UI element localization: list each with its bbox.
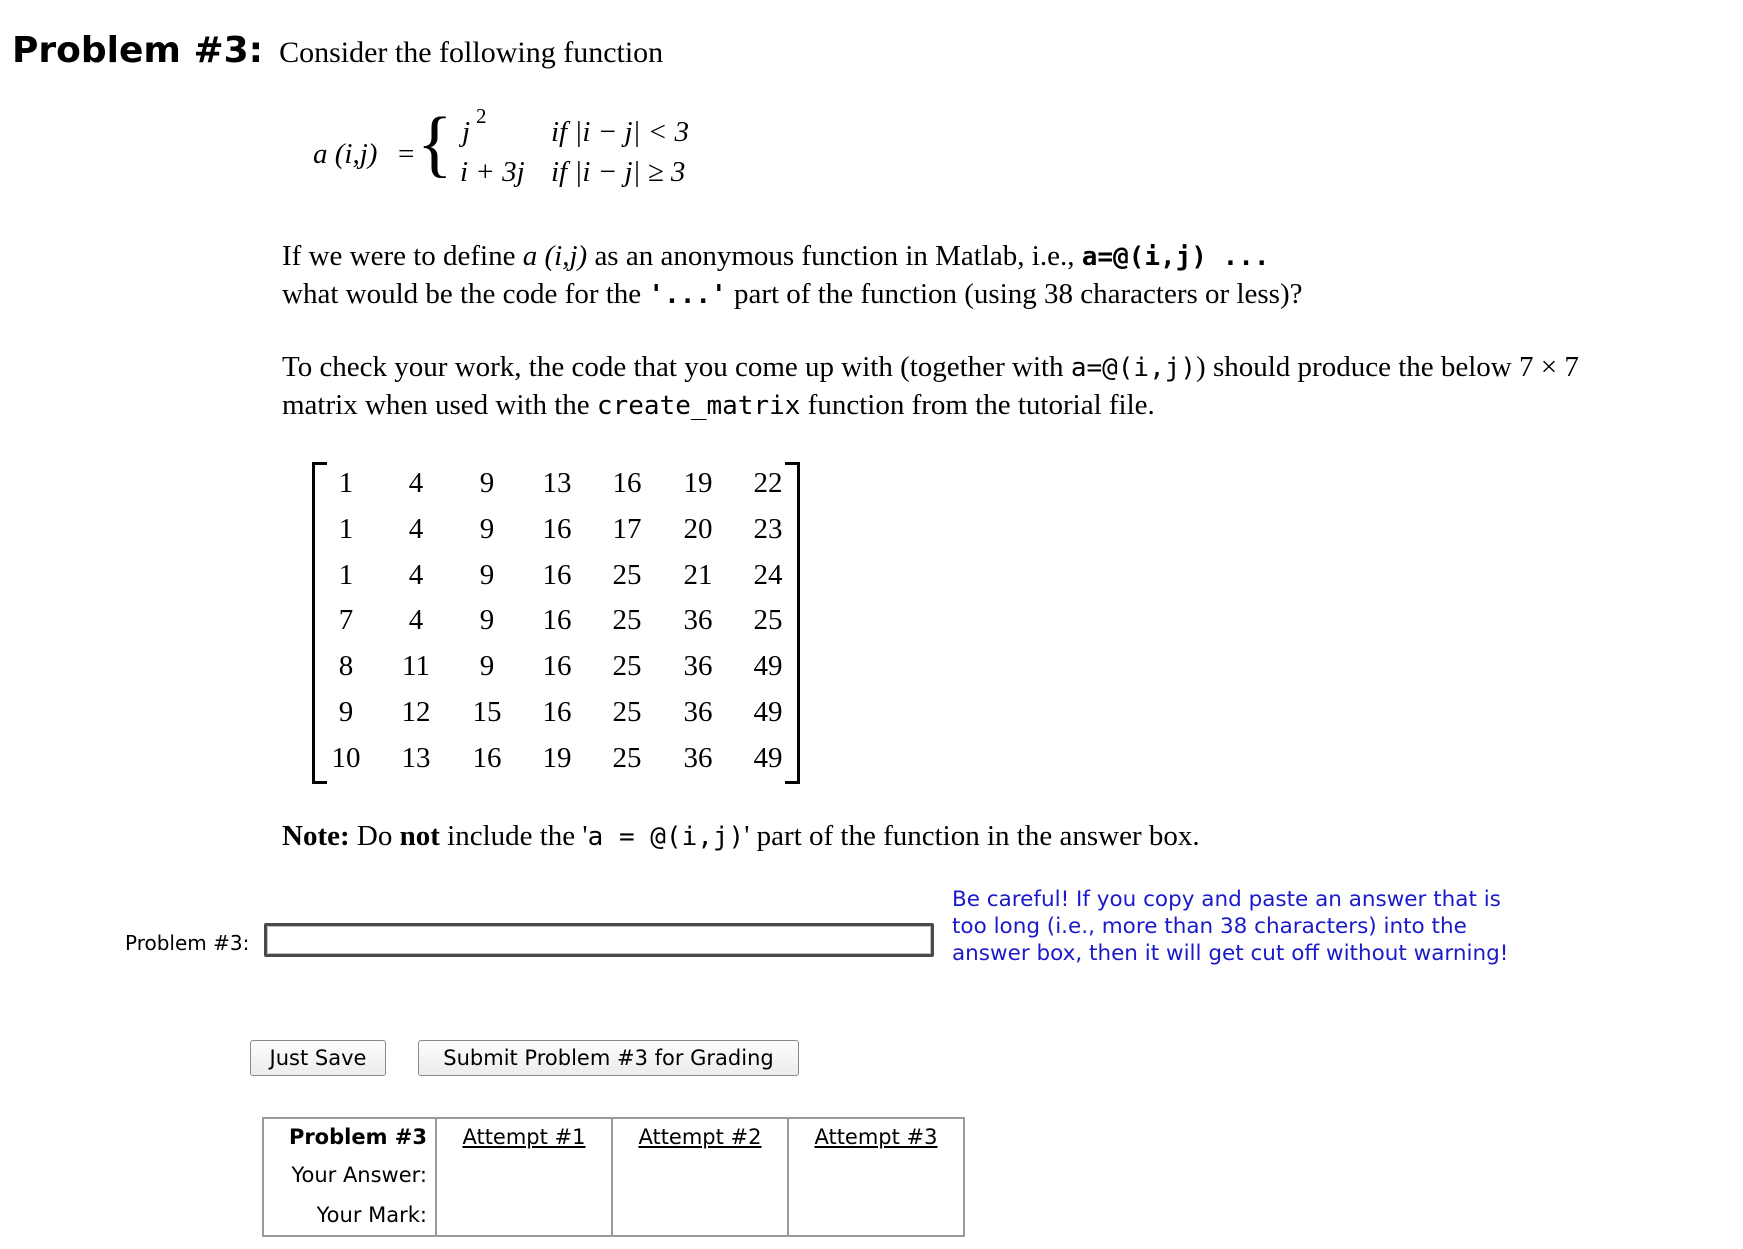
attempt-2-mark	[612, 1195, 788, 1236]
matrix-cell: 16	[542, 604, 572, 637]
attempts-problem-label: Problem #3	[288, 1125, 427, 1149]
text: Do	[349, 820, 400, 852]
matrix-cell: 23	[753, 512, 783, 545]
your-answer-row	[263, 1155, 964, 1195]
matrix-cell: 16	[472, 741, 502, 774]
attempt-2-answer	[612, 1155, 788, 1195]
matrix-cell: 15	[472, 696, 502, 728]
answer-label: Problem #3:	[125, 931, 250, 955]
matrix-cell: 25	[612, 741, 642, 774]
matrix-cell: 16	[542, 650, 572, 683]
matrix-cell: 16	[542, 512, 572, 545]
matrix-cell: 49	[753, 650, 783, 683]
attempt-3-header	[788, 1118, 964, 1155]
attempt-3-answer	[788, 1155, 964, 1195]
problem-intro: Consider the following function	[279, 36, 664, 69]
attempts-table	[262, 1117, 965, 1237]
matrix-cell: 9	[338, 696, 354, 728]
matrix-cell: 13	[401, 741, 431, 774]
inline-code: create_matrix	[596, 391, 801, 421]
text: To check your work, the code that you come up with (together with	[282, 351, 1071, 383]
text: part of the function (using 38 characters or less)?	[726, 278, 1303, 310]
matrix-cell: 11	[402, 650, 430, 683]
check-paragraph	[282, 349, 1579, 425]
text: what would be the code for the	[282, 278, 649, 310]
matrix-cell: 25	[753, 604, 783, 637]
matrix-cell: 9	[479, 512, 495, 545]
attempts-header-row	[263, 1118, 964, 1155]
just-save-button[interactable]: Just Save	[250, 1040, 386, 1076]
answer-input[interactable]	[264, 923, 934, 957]
attempt-1-answer	[436, 1155, 612, 1195]
attempt-1-link[interactable]: Attempt #1	[462, 1125, 586, 1149]
text: ) should produce the below 7 × 7	[1196, 351, 1579, 383]
note-line	[282, 818, 1200, 856]
inline-code: a = @(i,j)	[587, 822, 745, 852]
matrix-cell: 13	[542, 467, 572, 499]
matrix-cell: 1	[338, 512, 354, 545]
your-mark-row	[263, 1195, 964, 1236]
matrix-cell: 9	[479, 604, 495, 637]
matrix-cell: 1	[338, 558, 354, 591]
function-name: a	[313, 138, 328, 170]
matrix-cell: 22	[753, 467, 783, 499]
matrix-cell: 19	[542, 741, 572, 774]
note-emphasis: not	[399, 820, 440, 852]
question-line-2	[282, 276, 1302, 314]
matrix-cell: 8	[338, 650, 354, 683]
matrix-cell: 4	[408, 512, 424, 545]
matrix-cell: 21	[683, 558, 713, 591]
case2-expr: i + 3j	[460, 156, 525, 188]
function-equals: =	[398, 138, 415, 170]
text: function from the tutorial file.	[800, 389, 1155, 421]
function-ref: a (i,j)	[522, 240, 588, 272]
curly-brace: {	[417, 103, 453, 185]
matrix-cell: 36	[683, 696, 713, 728]
attempts-problem-header	[263, 1118, 436, 1155]
attempt-3-link[interactable]: Attempt #3	[814, 1125, 938, 1149]
matrix-cell: 16	[612, 467, 642, 499]
matrix-cell: 12	[401, 696, 431, 728]
problem-heading: Problem #3:	[12, 30, 264, 71]
attempt-2-link[interactable]: Attempt #2	[638, 1125, 762, 1149]
case1-expr: j	[462, 116, 471, 148]
matrix-cell: 9	[479, 467, 495, 499]
problem-title-row	[12, 30, 663, 71]
matrix-cell: 16	[542, 558, 572, 591]
your-answer-label: Your Answer:	[291, 1163, 427, 1187]
case1-condition: if |i − j| < 3	[551, 116, 690, 148]
matrix-cell: 25	[612, 604, 642, 637]
matrix-cell: 36	[683, 650, 713, 683]
matrix-cell: 17	[612, 512, 642, 545]
submit-button[interactable]: Submit Problem #3 for Grading	[418, 1040, 799, 1076]
matrix-cell: 49	[753, 741, 783, 774]
inline-code: '...'	[648, 280, 727, 310]
matrix-cell: 49	[753, 696, 783, 728]
text: ' part of the function in the answer box.	[744, 820, 1200, 852]
matrix-cell: 9	[479, 650, 495, 683]
attempt-1-header	[436, 1118, 612, 1155]
check-line-1	[282, 349, 1579, 387]
matrix-cell: 1	[338, 467, 354, 499]
function-args: (i,j)	[334, 138, 378, 170]
matrix-cell: 9	[479, 558, 495, 591]
matrix-cell: 25	[612, 558, 642, 591]
result-matrix	[312, 462, 800, 781]
note-label: Note:	[282, 820, 350, 852]
text: include the '	[439, 820, 588, 852]
text: If we were to define	[282, 240, 523, 272]
length-warning: Be careful! If you copy and paste an answer that is too long (i.e., more than 38 characters) into the answer box, then it will get cut off without warning!	[952, 887, 1509, 966]
matrix-cell: 36	[683, 741, 713, 774]
matrix-cell: 4	[408, 558, 424, 591]
matrix-cell: 19	[683, 467, 713, 499]
matrix-cell: 25	[612, 696, 642, 728]
matrix-cell: 20	[683, 512, 713, 545]
case1-exponent: 2	[476, 104, 487, 128]
matrix-cell: 7	[338, 604, 354, 637]
matrix-cell: 24	[753, 558, 783, 591]
matrix-cell: 25	[612, 650, 642, 683]
matrix-cell: 10	[331, 741, 361, 774]
matrix-cell: 4	[408, 467, 424, 499]
matrix-cell: 36	[683, 604, 713, 637]
attempt-2-header	[612, 1118, 788, 1155]
attempt-3-mark	[788, 1195, 964, 1236]
your-mark-label: Your Mark:	[316, 1203, 427, 1227]
inline-code: a=@(i,j)	[1070, 353, 1197, 383]
text: matrix when used with the	[282, 389, 597, 421]
matrix-cell: 16	[542, 696, 572, 728]
case2-condition: if |i − j| ≥ 3	[551, 156, 686, 188]
text: as an anonymous function in Matlab, i.e.,	[587, 240, 1082, 272]
inline-code: a=@(i,j) ...	[1081, 242, 1270, 272]
matrix-cell: 4	[408, 604, 424, 637]
function-lhs	[313, 138, 377, 171]
check-line-2	[282, 387, 1579, 425]
attempt-1-mark	[436, 1195, 612, 1236]
question-paragraph	[282, 238, 1302, 314]
question-line-1	[282, 238, 1302, 276]
